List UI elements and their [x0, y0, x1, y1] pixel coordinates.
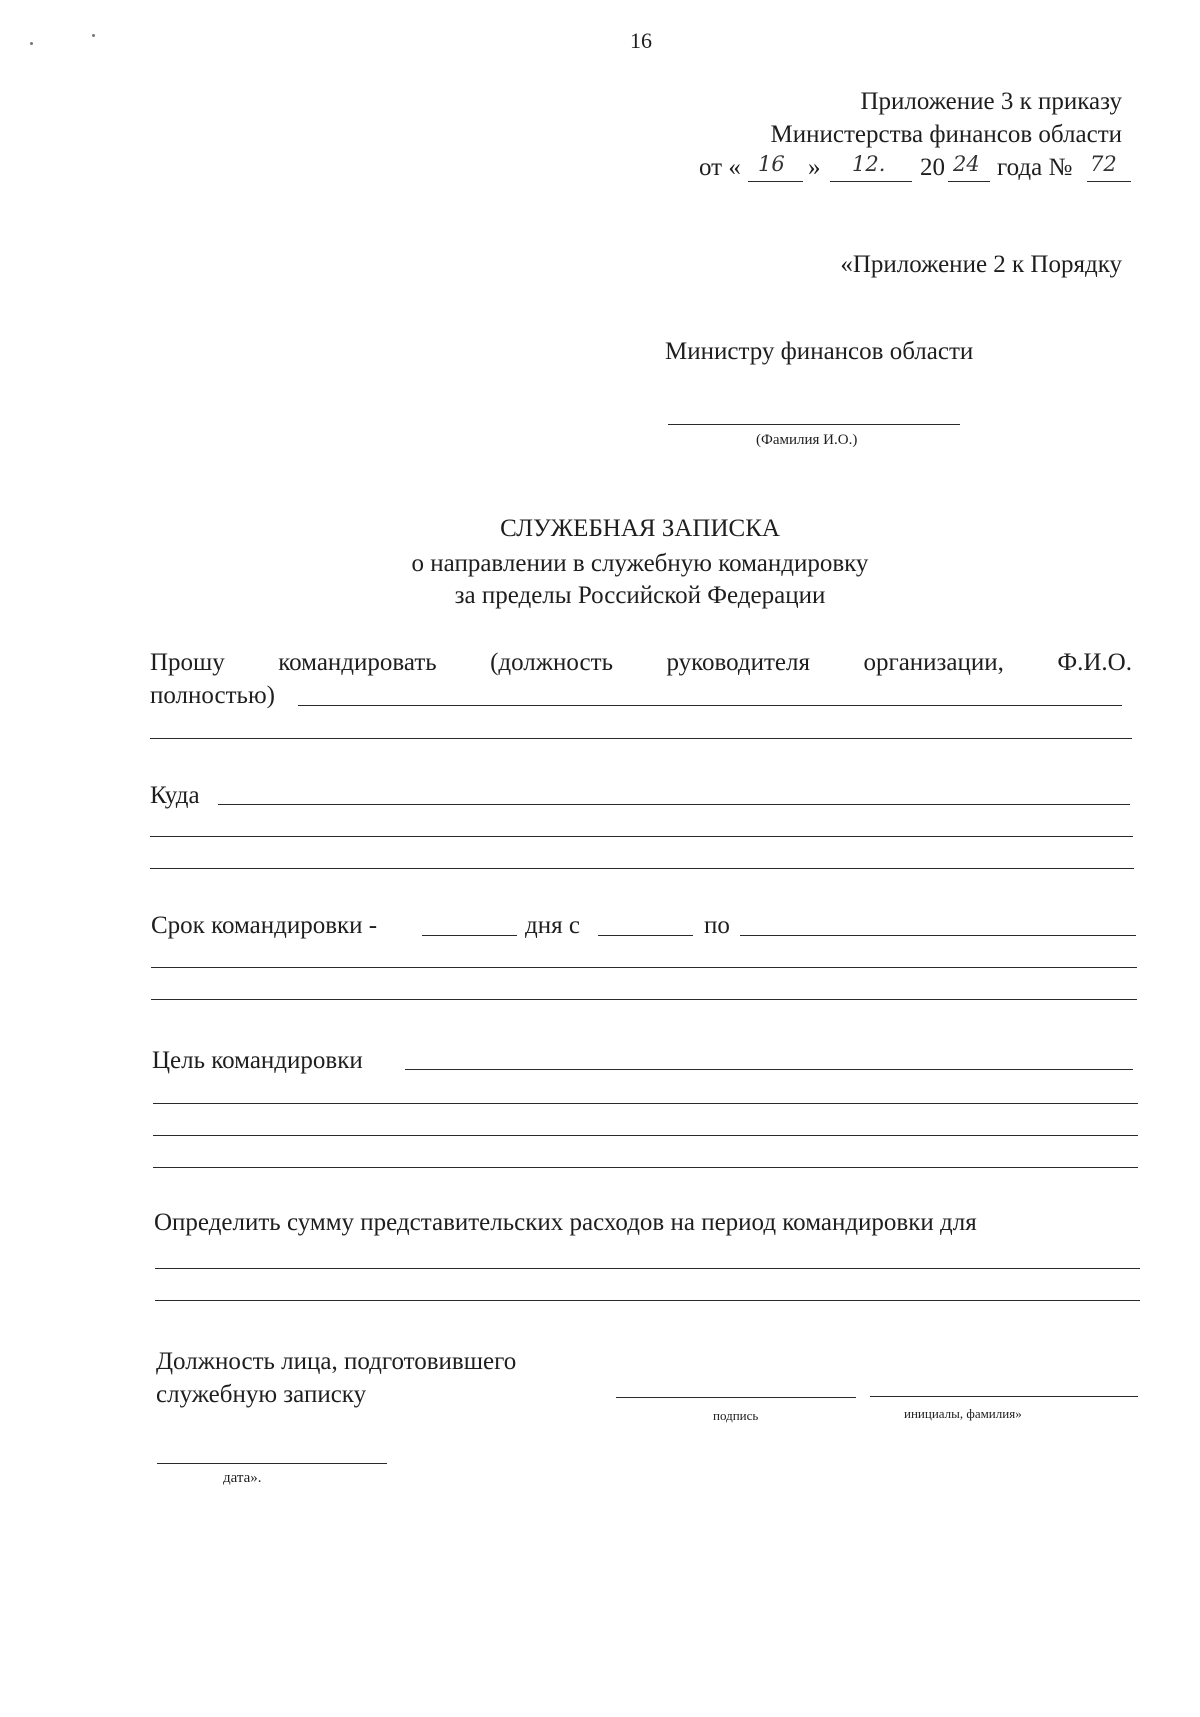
scan-speck	[30, 42, 33, 45]
request-word: организации,	[863, 649, 1004, 676]
where-label: Куда	[150, 782, 200, 809]
term-to-label: по	[704, 912, 730, 939]
date-blank[interactable]	[157, 1463, 387, 1464]
date-day-handwritten: 16	[758, 152, 785, 176]
request-word: Ф.И.О.	[1057, 649, 1132, 676]
annex-title: «Приложение 2 к Порядку	[840, 251, 1122, 278]
where-fill-line[interactable]	[150, 868, 1134, 869]
term-fill-line[interactable]	[151, 999, 1137, 1000]
signer-position-line-1: Должность лица, подготовившего	[156, 1348, 517, 1375]
term-days-label: дня с	[525, 912, 580, 939]
request-fill-line[interactable]	[150, 738, 1132, 739]
purpose-fill-line[interactable]	[153, 1167, 1138, 1168]
purpose-label: Цель командировки	[152, 1047, 363, 1074]
term-label: Срок командировки -	[151, 912, 378, 939]
signature-blank[interactable]	[616, 1397, 856, 1398]
request-word: руководителя	[666, 649, 810, 676]
request-word: Прошу	[150, 649, 225, 676]
purpose-fill-line[interactable]	[153, 1135, 1138, 1136]
number-blank	[1087, 181, 1131, 182]
date-year-prefix: 20	[920, 154, 945, 181]
term-from-blank[interactable]	[598, 935, 693, 936]
initials-surname-caption: инициалы, фамилия»	[904, 1406, 1022, 1421]
signer-position-line-2: служебную записку	[156, 1381, 367, 1408]
term-to-blank[interactable]	[740, 935, 1136, 936]
date-day-close: »	[808, 154, 821, 181]
document-subtitle-2: за пределы Российской Федерации	[454, 582, 826, 609]
signature-caption: подпись	[713, 1408, 759, 1423]
scan-speck	[92, 34, 95, 37]
expenses-fill-line[interactable]	[155, 1268, 1140, 1269]
expenses-label: Определить сумму представительских расходов на период командировки для	[154, 1209, 977, 1236]
date-caption: дата».	[223, 1470, 262, 1486]
expenses-fill-line[interactable]	[155, 1300, 1140, 1301]
where-fill-line[interactable]	[150, 836, 1133, 837]
document-subtitle-1: о направлении в служебную командировку	[411, 550, 869, 577]
day-blank	[748, 181, 803, 182]
term-fill-line[interactable]	[151, 967, 1137, 968]
date-month-handwritten: 12.	[852, 152, 886, 176]
request-line	[150, 650, 1132, 675]
where-fill-line[interactable]	[218, 804, 1130, 805]
date-year-word: года №	[997, 154, 1073, 181]
date-prefix: от «	[699, 154, 741, 181]
purpose-fill-line[interactable]	[153, 1103, 1138, 1104]
addressee-line: Министру финансов области	[665, 338, 974, 365]
term-days-blank[interactable]	[422, 935, 517, 936]
page-number: 16	[630, 28, 652, 53]
month-blank	[830, 181, 912, 182]
addressee-name-caption: (Фамилия И.О.)	[756, 432, 858, 448]
header-ministry-line: Министерства финансов области	[770, 121, 1122, 148]
order-number-handwritten: 72	[1090, 152, 1117, 176]
request-word: командировать	[278, 649, 437, 676]
date-year-handwritten: 24	[953, 152, 980, 176]
initials-surname-blank[interactable]	[870, 1396, 1138, 1397]
purpose-fill-line[interactable]	[405, 1069, 1133, 1070]
header-annex-line: Приложение 3 к приказу	[860, 88, 1122, 115]
addressee-name-blank	[668, 424, 960, 425]
year-blank	[948, 181, 990, 182]
request-fill-line[interactable]	[298, 705, 1122, 706]
document-title: СЛУЖЕБНАЯ ЗАПИСКА	[500, 515, 780, 542]
request-line-2: полностью)	[150, 682, 275, 709]
request-word: (должность	[490, 649, 613, 676]
